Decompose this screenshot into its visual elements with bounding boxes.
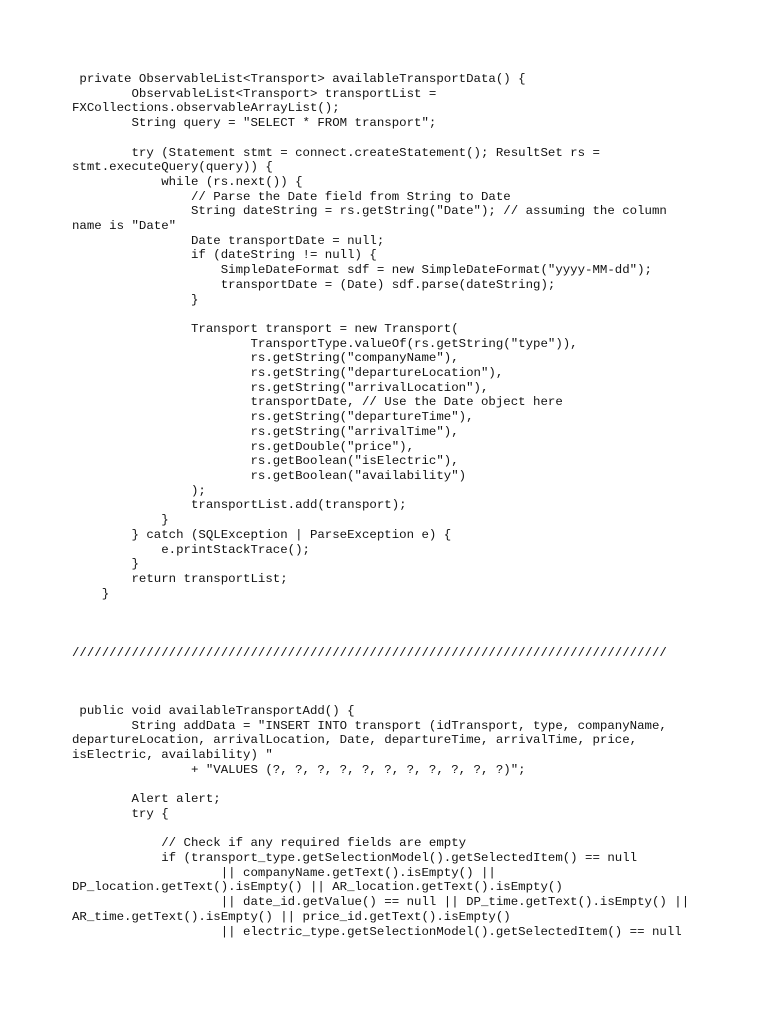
code-block-available-transport-data: private ObservableList<Transport> availableTransportData() { ObservableList<Transport> transportList = FXCollections.observableArrayList(); String query = "SELECT * FROM transport"; try (Statement stmt = connect.createStatement(); ResultSet rs = stmt.executeQuery(query)) { while (rs.next()) { // Parse the Date field from String to Date String dateString = rs.getString("Date"); // assuming the column name is "Date" Date transportDate = null; if (dateString != null) { SimpleDateFormat sdf = new SimpleDateFormat("yyyy-MM-dd"); transportDate = (Date) sdf.parse(dateString); } Transport transport = new Transport( TransportType.valueOf(rs.getString("type")), rs.getString("companyName"), rs.getString("departureLocation"), rs.getString("arrivalLocation"), transportDate, // Use the Date object here rs.getString("departureTime"), rs.getString("arrivalTime"), rs.getDouble("price"), rs.getBoolean("isElectric"), rs.getBoolean("availability") ); transportList.add(transport); } } catch (SQLException | ParseException e) { e.printStackTrace(); } return transportList; } <box>72 72 667 601</box>
section-separator: //////////////////////////////////////////////////////////////////////////////// <box>72 646 667 660</box>
code-block-available-transport-add: public void availableTransportAdd() { String addData = "INSERT INTO transport (idTransport, type, companyName, departureLocation, arrivalLocation, Date, departureTime, arrivalTime, price, isElectric, availability) " + "VALUES (?, ?, ?, ?, ?, ?, ?, ?, ?, ?, ?)"; Alert alert; try { // Check if any required fields are empty if (transport_type.getSelectionModel().getSelectedItem() == null || companyName.getText().isEmpty() || DP_location.getText().isEmpty() || AR_location.getText().isEmpty() || date_id.getValue() == null || DP_time.getText().isEmpty() || AR_time.getText().isEmpty() || price_id.getText().isEmpty() || electric_type.getSelectionModel().getSelectedItem() == null <box>72 704 690 939</box>
